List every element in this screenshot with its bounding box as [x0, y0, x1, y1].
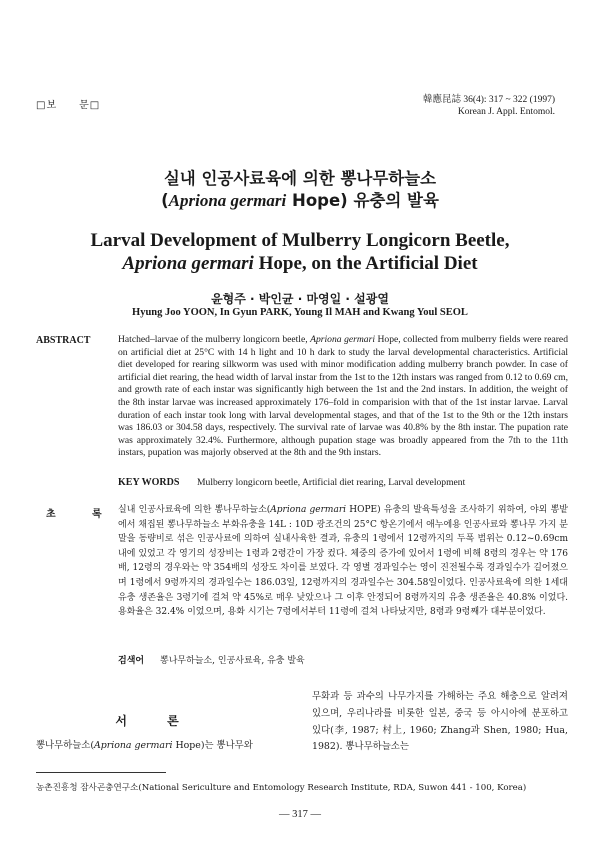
introduction-heading: 서 론 — [115, 714, 197, 728]
korean-abstract-label-1: 초 — [46, 509, 56, 520]
intro-left-post: Hope)는 뽕나무와 — [172, 740, 253, 751]
journal-citation — [423, 94, 555, 118]
english-authors: Hyung Joo YOON, In Gyun PARK, Young Il MAH and Kwang Youl SEOL — [132, 307, 468, 318]
english-title-line-2 — [0, 253, 600, 275]
journal-english-name: Korean J. Appl. Entomol. — [457, 107, 555, 117]
korean-authors: 윤형주 · 박인균 · 마영일 · 설광열 — [211, 292, 389, 306]
korean-keywords-label: 검색어 — [118, 656, 145, 666]
korean-abstract-label-2: 록 — [92, 509, 102, 520]
korean-title-line-2 — [0, 187, 600, 211]
korean-abstract-species: Apriona germari — [270, 505, 347, 515]
abstract-species: Apriona germari — [310, 334, 375, 345]
journal-volume-line: 韓應昆誌 36(4): 317 ~ 322 (1997) — [422, 95, 555, 105]
korean-title-open-paren: ( — [161, 191, 169, 210]
korean-title-species: Apriona germari — [168, 191, 287, 210]
introduction-right-column: 무화과 등 과수의 나무가지를 가해하는 주요 해충으로 알려져 있으며, 우리나라를 비롯한 일본, 중국 등 아시아에 분포하고 있다(李, 1987; 村上, 1960; Zhang과 Shen, 1980; Hua, 1982). 뽕나무하늘소는 — [312, 691, 568, 753]
korean-title-rest: Hope) 유충의 발육 — [286, 191, 439, 210]
abstract-text-pre: Hatched–larvae of the mulberry longicorn beetle, — [118, 334, 311, 345]
korean-abstract-post: HOPE) 유충의 발육특성을 조사하기 위하여, 야외 뽕밭에서 채집된 뽕나무하늘소 부화유충을 14L : 10D 광조건의 25°C 항온기에서 애누에용 인공사료와 뽕나무 가지 분말을 동량비로 섞은 인공사료에 의하여 실내사육한 결과, 유충의 1령에서 12령까지의 두폭 범위는 0.12~0.69cm 내에 있었고 각 영기의 성장비는 1령과 2령간이 가장 컸다. 체중의 증가에 있어서 1령에 비해 8령의 경우는 약 176배, 12령의 경우와는 약 354배의 성장도 차이를 보였다. 각 영별 경과일수는 영이 진전될수록 경과일수가 길어졌으며 1령에서 9령까지의 경과일수는 186.03일, 12령까지의 경과일수는 304.58일이었다. 인공사료육에 의한 1세대 유충 생존율은 3령기에 걸쳐 약 45%로 매우 낮았으나 그 이후 안정되어 8령까지의 유충 생존율은 40.8% 이었다. 용화율은 32.4% 이었으며, 용화 시기는 7령에서부터 11령에 걸쳐 나타났지만, 8령과 9령째가 대부분이었다. — [118, 505, 568, 618]
affiliation-footnote: 농촌진흥청 잠사곤충연구소(National Sericulture and Entomology Research Institute, RDA, Suwon 441 - 100, Korea) — [36, 783, 527, 793]
english-title-rest: Hope, on the Artificial Diet — [253, 253, 478, 274]
korean-abstract-text — [118, 503, 568, 620]
intro-left-pre: 뽕나무하늘소( — [36, 740, 94, 751]
intro-left-species: Apriona germari — [94, 740, 173, 751]
section-label: □보 문□ — [36, 100, 101, 111]
korean-title-line-1: 실내 인공사료육에 의한 뽕나무하늘소 — [163, 169, 437, 188]
footnote-rule — [36, 772, 166, 773]
korean-keywords-text: 뽕나무하늘소, 인공사료육, 유충 발육 — [160, 656, 305, 666]
keywords-label: KEY WORDS — [118, 477, 180, 488]
english-title-line-1: Larval Development of Mulberry Longicorn Beetle, — [90, 230, 510, 251]
korean-abstract-pre: 실내 인공사료육에 의한 뽕나무하늘소( — [118, 505, 271, 515]
english-title-species: Apriona germari — [122, 253, 254, 274]
keywords-text: Mulberry longicorn beetle, Artificial diet rearing, Larval development — [197, 477, 466, 488]
abstract-text-post: Hope, collected from mulberry fields were reared on artificial diet at 25°C with 14 h light and 10 h dark to study the larval developmental characteristics. Artificial diet developed for rearing silkworm was used with minor modification adding mulberry branch powder. In case of artificial diet rearing, the head width of larval instar from the 1st to the 12th instars was ranged from 0.12 to 0.69 cm, and growth rate of each instar was significantly high between the 1st and the 2nd instars. In addition, the weight of the 8th instar larvae was increased approximately 176–fold in comparision with that of the 1st instar larvae. Larval duration of each instar took long with larval developmental stages, and that of the 1st to the 9th or the 12th instars was 186.03 or 304.58 days, respectively. The survival rate of larvae was 40.8% by the 8th instar. The pupation rate was approximately 32.4%. Furthermore, although pupation stage was broadly appeared from the 7th to the 11th instars, pupation was majorly observed at the 8th and the 9th instars. — [118, 334, 568, 459]
introduction-left-column — [36, 738, 280, 754]
page-number: — 317 — — [279, 809, 321, 820]
abstract-text — [118, 334, 568, 460]
abstract-label: ABSTRACT — [36, 335, 91, 346]
